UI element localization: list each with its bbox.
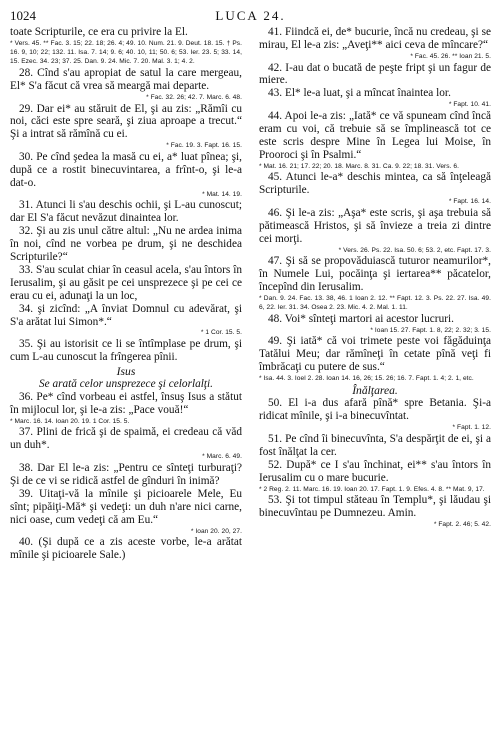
verse-text: 53. Şi tot timpul stăteau în Templu*, şi lăudau şi binecuvîntau pe Dumnezeu. Amin. xyxy=(259,494,491,520)
cross-reference: * Vers. 26. Ps. 22. Isa. 50. 6; 53. 2, etc. Fapt. 17. 3. xyxy=(338,246,491,254)
left-column xyxy=(10,26,242,562)
cross-reference: * Marc. 16. 14. Ioan 20. 19. 1 Cor. 15. 5. xyxy=(10,417,130,425)
verse-text: 43. El* le-a luat, şi a mîncat înaintea lor. xyxy=(268,87,451,100)
verse-text: 37. Plini de frică şi de spaimă, ei credeau că văd un duh*. xyxy=(10,426,242,452)
cross-reference: * Isa. 44. 3. Ioel 2. 28. Ioan 14. 16, 26; 15. 26; 16. 7. Fapt. 1. 4; 2. 1, etc. xyxy=(259,375,474,383)
cross-reference: * Fac. 19. 3. Fapt. 16. 15. xyxy=(166,142,242,150)
verse-text: toate Scripturile, ce era cu privire la El. xyxy=(10,26,188,38)
cross-reference: * Fapt. 2. 46; 5. 42. xyxy=(433,521,491,529)
page-header xyxy=(10,8,491,24)
verse-text: 33. S'au sculat chiar în ceasul acela, s'au întors în Ierusalim, şi au găsit pe cei unsprezece şi pe cei ce erau cu ei, adunaţi la un loc, xyxy=(10,263,242,302)
page-number: 1024 xyxy=(10,8,36,23)
cross-reference: * Fapt. 1. 12. xyxy=(452,424,491,432)
verse-text: 46. Şi le-a zis: „Aşa* este scris, şi aşa trebuia să pătimească Hristos, şi să învieze a treia zi dintre cei morţi. xyxy=(259,206,491,245)
section-subheading: Se arată celor unsprezece şi celorlalţi. xyxy=(38,377,214,390)
verse-text: 29. Dar ei* au stăruit de El, şi au zis: „Rămîi cu noi, căci este spre seară, şi ziua aproape a trecut.“ Şi a intrat să rămînă cu ei. xyxy=(10,102,242,141)
verse-text: 44. Apoi le-a zis: „Iată* ce vă spuneam cînd încă eram cu voi, că trebuie să se împlinească tot ce este scris despre Mine în Legea lui Moise, în Prooroci şi în Psalmi.“ xyxy=(259,109,491,161)
cross-reference: * Fapt. 10. 41. xyxy=(448,101,491,109)
verse-text: 30. Pe cînd şedea la masă cu ei, a* luat pînea; şi, după ce a rostit binecuvintarea, a frînt-o, şi le-a dat-o. xyxy=(10,150,242,189)
section-heading: Isus xyxy=(116,364,136,378)
verse-text: 45. Atunci le-a* deschis mintea, ca să înţeleagă Scripturile. xyxy=(259,171,491,197)
verse-text: 38. Dar El le-a zis: „Pentru ce sînteţi turburaţi? Şi de ce vi se ridică astfel de gînduri în inimă? xyxy=(10,461,242,487)
cross-reference: * Mat. 14. 19. xyxy=(202,190,242,198)
verse-text: 32. Şi au zis unul către altul: „Nu ne ardea inima în noi, cînd ne vorbea pe drum, şi ne deschidea Scripturile?“ xyxy=(10,225,242,263)
cross-reference: * 2 Reg. 2. 11. Marc. 16. 19. Ioan 20. 17. Fapt. 1. 9. Efes. 4. 8. ** Mat. 9, 17. xyxy=(259,485,485,493)
verse-text: 41. Fiindcă ei, de* bucurie, încă nu credeau, şi se mirau, El le-a zis: „Aveţi** aici ceva de mîncare?“ xyxy=(259,26,491,51)
text-columns xyxy=(10,26,491,562)
cross-reference: * Ioan 15. 27. Fapt. 1. 8, 22; 2. 32; 3. 15. xyxy=(370,326,491,334)
verse-text: 49. Şi iată* că voi trimete peste voi făgăduinţa Tatălui Meu; dar rămîneţi în cetate pînă veţi fi îmbrăcaţi cu putere de sus.“ xyxy=(259,335,491,374)
verse-text: 35. Şi au istorisit ce li se întîmplase pe drum, şi cum L-au cunoscut la frîngerea pînii. xyxy=(10,338,242,364)
verse-text: 48. Voi* sînteţi martori ai acestor lucruri. xyxy=(268,312,454,325)
cross-reference: * Fac. 45. 26. ** Ioan 21. 5. xyxy=(410,52,491,60)
cross-reference: * Marc. 6. 49. xyxy=(202,453,242,461)
book-chapter-title: LUCA 24. xyxy=(215,8,286,23)
verse-text: 47. Şi să se propovăduiască tuturor neamurilor*, în Numele Lui, pocăinţa şi iertarea** păcatelor, începînd din Ierusalim. xyxy=(259,255,491,294)
right-column xyxy=(259,26,491,562)
verse-text: 36. Pe* cînd vorbeau ei astfel, însuş Isus a stătut în mijlocul lor, şi le-a zis: „Pace vouă!“ xyxy=(10,390,242,416)
verse-text: 40. (Şi după ce a zis aceste vorbe, le-a arătat mînile şi picioarele Sale.) xyxy=(10,536,242,562)
cross-reference: * Mat. 16. 21; 17. 22; 20. 18. Marc. 8. 31. Ca. 9. 22; 18. 31. Vers. 6. xyxy=(259,162,460,170)
verse-text: 28. Cînd s'au apropiat de satul la care mergeau, El* S'a făcut că vrea să meargă mai departe. xyxy=(10,67,242,92)
verse-text: 52. După* ce I s'au închinat, ei** s'au întors în Ierusalim cu o mare bucurie. xyxy=(259,458,491,484)
cross-reference: * Fac. 32. 26; 42. 7. Marc. 6. 48. xyxy=(146,93,242,101)
verse-text: 42. I-au dat o bucată de peşte fript şi un fagur de miere. xyxy=(259,61,491,87)
cross-reference: * Ioan 20. 20, 27. xyxy=(190,527,242,535)
verse-text: 51. Pe cînd îi binecuvînta, S'a despărţit de ei, şi a fost înălţat la cer. xyxy=(259,432,491,458)
verse-text: 34. şi zicînd: „A înviat Domnul cu adevărat, şi S'a arătat lui Simon*.“ xyxy=(10,302,242,328)
cross-reference: * Fapt. 16. 14. xyxy=(448,198,491,206)
cross-reference: * Vers. 45. ** Fac. 3. 15; 22. 18; 26. 4; 49. 10. Num. 21. 9. Deut. 18. 15. † Ps. 16. 9, 10; 22; 132. 11. Isa. 7. 14; 9. 6; 40. 10, 11; 50. 6; 53. Ier. 23. 5; 33. 14, 15. Ezec. 34. 23; 37. 25. Dan. 9. 24. Mic. 7. 20. Mal. 3. 1; 4. 2. xyxy=(10,39,242,66)
verse-text: 50. El i-a dus afară pînă* spre Betania. Şi-a ridicat mînile, şi i-a binecuvîntat. xyxy=(259,397,491,423)
verse-text: 39. Uitaţi-vă la mînile şi picioarele Mele, Eu sînt; pipăiţi-Mă* şi vedeţi: un duh n'are nici carne, nici oase, cum vedeţi că am Eu.“ xyxy=(10,487,242,526)
section-heading: Înălţarea. xyxy=(352,384,398,398)
verse-text: 31. Atunci li s'au deschis ochii, şi L-au cunoscut; dar El S'a făcut nevăzut dinaintea lor. xyxy=(10,199,242,225)
cross-reference: * Dan. 9. 24. Fac. 13. 38, 46. 1 Ioan 2. 12. ** Fapt. 12. 3. Ps. 22. 27. Isa. 49. 6, 22. Ier. 31. 34. Osea 2. 23. Mic. 4. 2. Mal. 1. 11. xyxy=(259,294,491,312)
cross-reference: * 1 Cor. 15. 5. xyxy=(200,329,242,337)
